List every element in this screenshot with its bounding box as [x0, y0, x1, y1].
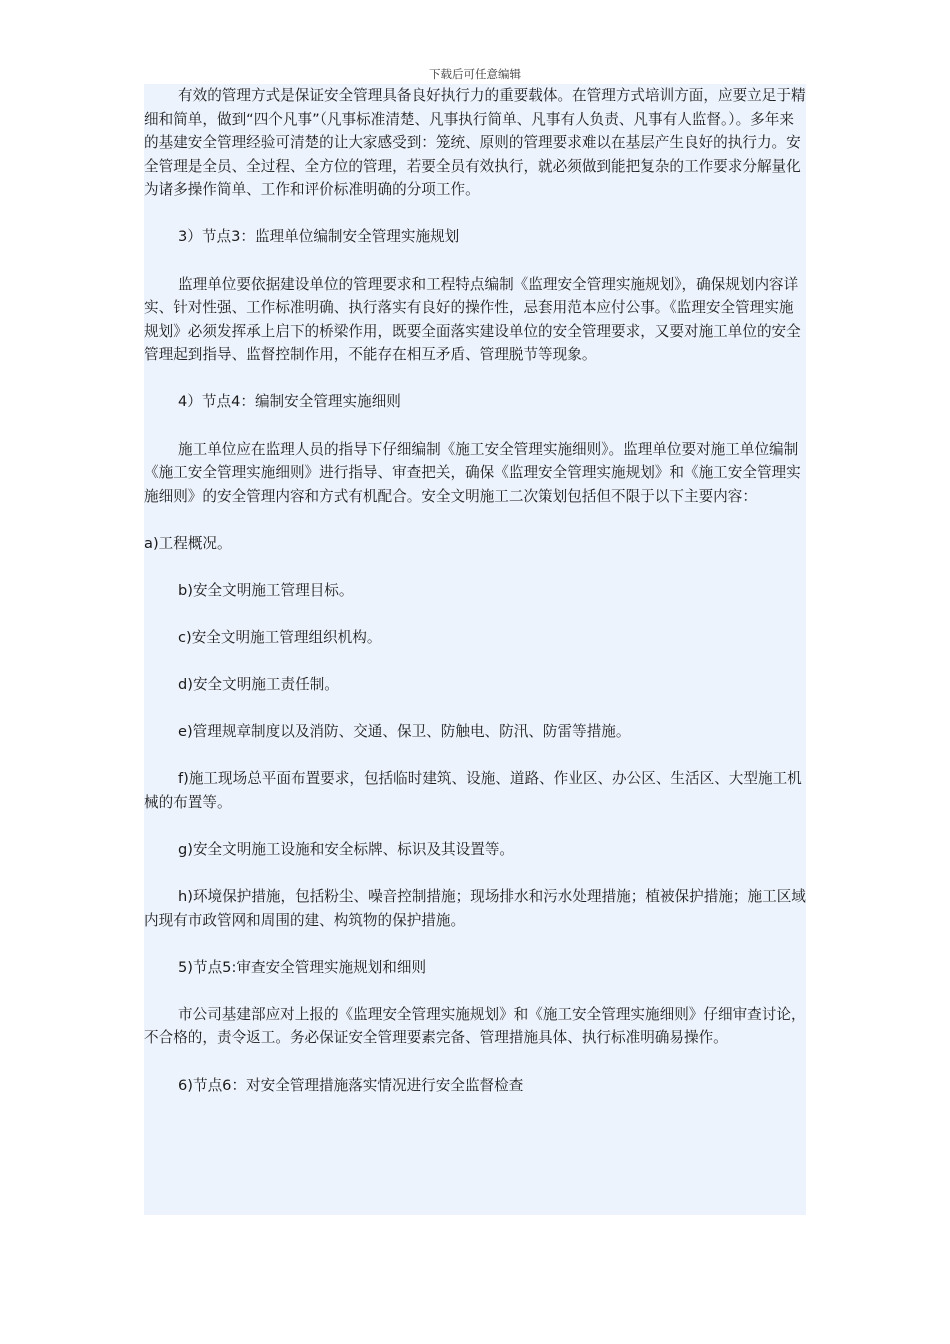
list-item-f: f)施工现场总平面布置要求，包括临时建筑、设施、道路、作业区、办公区、生活区、大型施工机械的布置等。 [144, 770, 802, 811]
paragraph-construction-rules: 施工单位应在监理人员的指导下仔细编制《施工安全管理实施细则》。监理单位要对施工单位编制《施工安全管理实施细则》进行指导、审查把关，确保《监理安全管理实施规划》和《施工安全管理实施细则》的安全管理内容和方式有机配合。安全文明施工二次策划包括但不限于以下主要内容： [144, 440, 801, 505]
list-item-c: c)安全文明施工管理组织机构。 [178, 629, 382, 646]
list-item-d: d)安全文明施工责任制。 [178, 676, 339, 694]
page-header: 下载后可任意编辑 [429, 67, 521, 81]
list-item-h: h)环境保护措施，包括粉尘、噪音控制措施；现场排水和污水处理措施；植被保护措施；施工区域内现有市政管网和周围的建、构筑物的保护措施。 [144, 888, 806, 929]
heading-node-4: 4）节点4：编制安全管理实施细则 [178, 393, 401, 411]
heading-node-5: 5)节点5:审查安全管理实施规划和细则 [178, 958, 427, 976]
list-item-e: e)管理规章制度以及消防、交通、保卫、防触电、防汛、防雷等措施。 [178, 723, 631, 741]
list-item-g: g)安全文明施工设施和安全标牌、标识及其设置等。 [178, 840, 515, 858]
paragraph-management-method: 有效的管理方式是保证安全管理具备良好执行力的重要载体。在管理方式培训方面，应要立足于精细和简单，做到“四个凡事”（凡事标准清楚、凡事执行简单、凡事有人负责、凡事有人监督。）。多年来的基建安全管理经验可清楚的让大家感受到：笼统、原则的管理要求难以在基层产生良好的执行力。安全管理是全员、全过程、全方位的管理，若要全员有效执行，就必须做到能把复杂的工作要求分解量化为诸多操作简单、工作和评价标准明确的分项工作。 [144, 87, 806, 199]
paragraph-supervision-plan: 监理单位要依据建设单位的管理要求和工程特点编制《监理安全管理实施规划》，确保规划内容详实、针对性强、工作标准明确、执行落实有良好的操作性，忌套用范本应付公事。《监理安全管理实施规划》必须发挥承上启下的桥梁作用，既要全面落实建设单位的安全管理要求，又要对施工单位的安全管理起到指导、监督控制作用，不能存在相互矛盾、管理脱节等现象。 [144, 275, 801, 364]
document-body [144, 84, 806, 1215]
heading-node-6: 6)节点6：对安全管理措施落实情况进行安全监督检查 [178, 1076, 524, 1094]
list-item-b: b)安全文明施工管理目标。 [178, 581, 354, 599]
list-item-a: a)工程概况。 [144, 534, 232, 552]
heading-node-3: 3）节点3：监理单位编制安全管理实施规划 [178, 228, 460, 246]
paragraph-review: 市公司基建部应对上报的《监理安全管理实施规划》和《施工安全管理实施细则》仔细审查讨论，不合格的，责令返工。务必保证安全管理要素完备、管理措施具体、执行标准明确易操作。 [144, 1005, 806, 1047]
